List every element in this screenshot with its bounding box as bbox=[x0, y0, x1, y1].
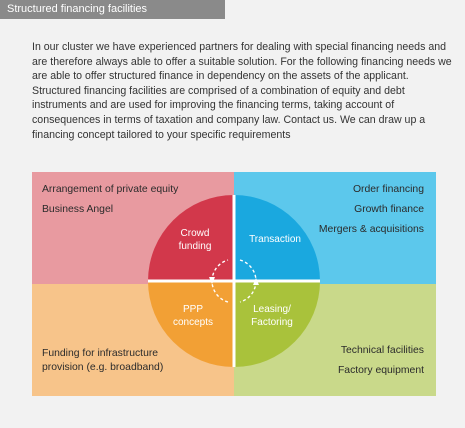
label-transaction: Transaction bbox=[249, 234, 301, 245]
item-mergers-acquisitions: Mergers & acquisitions bbox=[318, 224, 424, 235]
section-title: Structured financing facilities bbox=[0, 0, 225, 19]
item-private-equity: Arrangement of private equity bbox=[42, 184, 179, 195]
label-crowd-funding: Crowd funding bbox=[178, 228, 212, 252]
financing-circle-diagram bbox=[148, 195, 320, 367]
intro-paragraph: In our cluster we have experienced partners for dealing with special financing needs and are therefore always able to offer a suitable solution. For the following financing needs we are able to offer structured finance in dependency on the assets of the applicant. Structured financing facilities are comprised of a combination of equity and debt instruments and are used for improving the financing terms, taking account of consequences in terms of taxation and company law. Contact us. We can draw up a financing concept tailored to your specific requirements bbox=[32, 41, 452, 141]
item-order-financing: Order financing bbox=[352, 184, 424, 195]
item-broadband-provision: provision (e.g. broadband) bbox=[42, 362, 164, 373]
item-technical-facilities: Technical facilities bbox=[340, 345, 424, 356]
label-leasing-factoring: Leasing/ Factoring bbox=[251, 304, 293, 328]
item-growth-finance: Growth finance bbox=[354, 204, 424, 215]
label-ppp-concepts: PPP concepts bbox=[172, 304, 214, 328]
item-business-angel: Business Angel bbox=[42, 204, 114, 215]
item-factory-equipment: Factory equipment bbox=[337, 365, 424, 376]
item-infrastructure-funding: Funding for infrastructure bbox=[42, 348, 159, 359]
